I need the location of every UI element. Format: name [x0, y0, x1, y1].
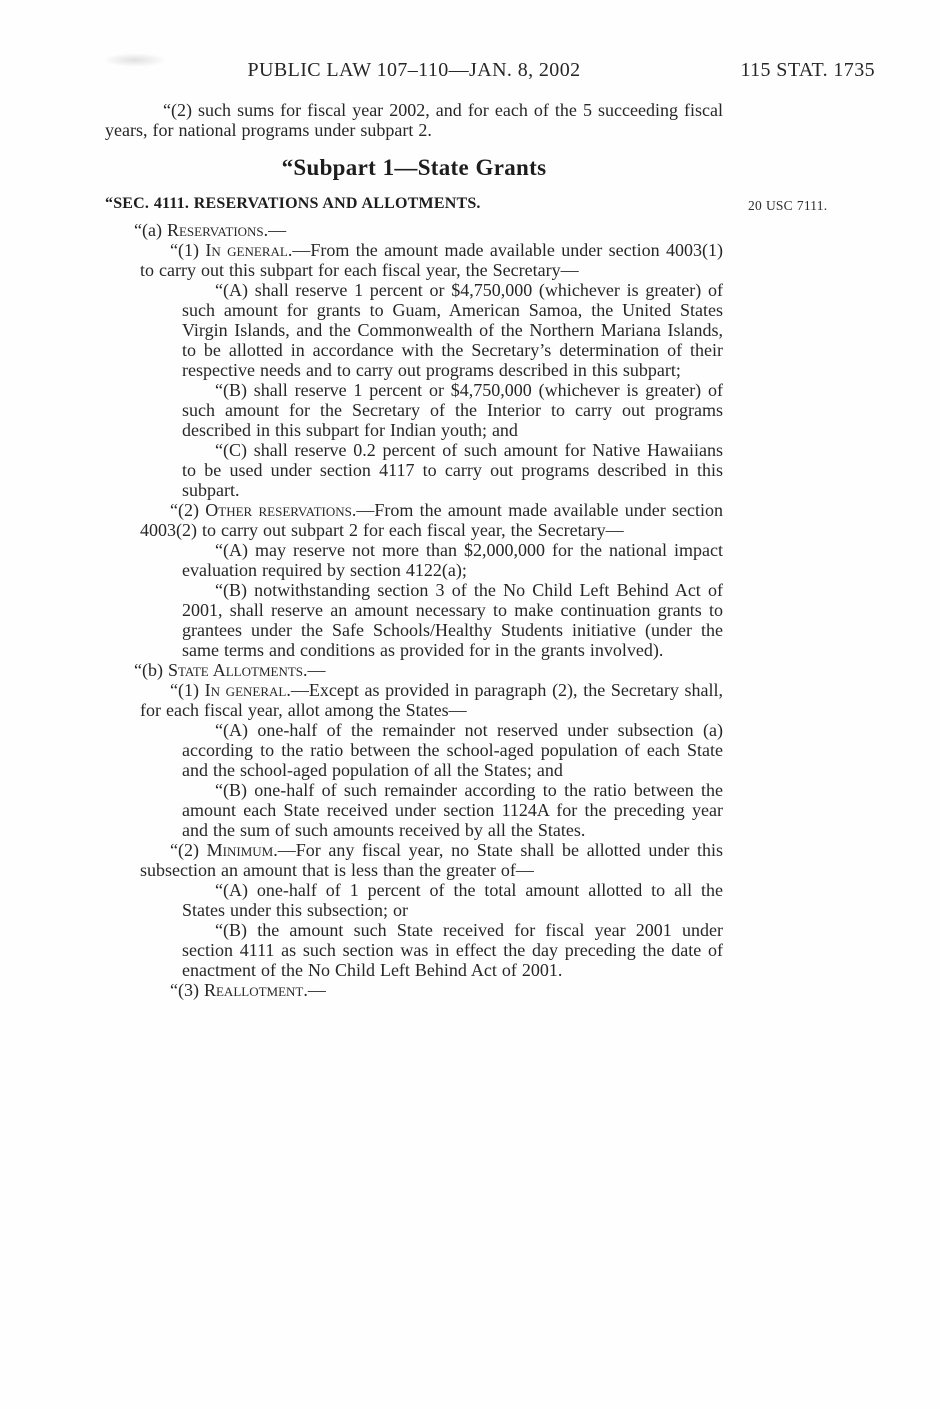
- paragraph-text: .—: [303, 660, 326, 680]
- paragraph-text: .—Except as provided in paragraph (2), the Secretary shall, for each fiscal year, allot among the States—: [140, 680, 723, 720]
- statute-paragraph: [134, 660, 723, 680]
- paragraph-text: .—For any fiscal year, no State shall be allotted under this subsection an amount that is less than the greater of—: [140, 840, 723, 880]
- paragraph-text: “(B) one-half of such remainder according to the ratio between the amount each State received under section 1124A for the preceding year and the sum of such amounts received by all the States.: [182, 780, 723, 840]
- paragraph-text: “(2) such sums for fiscal year 2002, and for each of the 5 succeeding fiscal years, for national programs under subpart 2.: [105, 100, 723, 140]
- paragraph-text: “(B) notwithstanding section 3 of the No Child Left Behind Act of 2001, shall reserve an amount necessary to make continuation grants to grantees under the Safe Schools/Healthy Students initiative (under the same terms and conditions as provided for in the grants involved).: [182, 580, 723, 660]
- statute-paragraph: [182, 580, 723, 660]
- header-law-citation: PUBLIC LAW 107–110—JAN. 8, 2002: [247, 59, 581, 81]
- statute-paragraph: [182, 720, 723, 780]
- small-caps-lead-in: In general: [205, 240, 288, 260]
- statute-text-column: [105, 100, 828, 1000]
- statute-paragraph: [182, 540, 723, 580]
- statute-paragraph: [182, 280, 723, 380]
- statute-paragraph: [134, 220, 723, 240]
- header-stat-page-number: 115 STAT. 1735: [740, 59, 875, 81]
- small-caps-lead-in: In general: [204, 680, 287, 700]
- statute-paragraph: [140, 840, 723, 880]
- paragraph-text: “(A) may reserve not more than $2,000,000 for the national impact evaluation required by section 4122(a);: [182, 540, 723, 580]
- statute-paragraph: [140, 240, 723, 280]
- paragraph-text: “(a): [134, 220, 167, 240]
- small-caps-lead-in: Reservations: [166, 220, 264, 240]
- paragraph-text: .—: [303, 980, 326, 1000]
- small-caps-lead-in: Minimum: [206, 840, 274, 860]
- paragraph-text: “(C) shall reserve 0.2 percent of such amount for Native Hawaiians to be used under section 4117 to carry out programs described in this subpart.: [182, 440, 723, 500]
- statute-paragraph: [140, 680, 723, 720]
- paragraph-text: “(1): [170, 680, 205, 700]
- small-caps-lead-in: State Allotments: [167, 660, 303, 680]
- small-caps-lead-in: Other reservations: [205, 500, 352, 520]
- paragraph-text: “(A) one-half of 1 percent of the total amount allotted to all the States under this subsection; or: [182, 880, 723, 920]
- running-header: [105, 59, 875, 85]
- section-heading-text: “SEC. 4111. RESERVATIONS AND ALLOTMENTS.: [105, 195, 481, 212]
- section-heading: [105, 194, 828, 213]
- usc-citation-margin-note: 20 USC 7111.: [748, 198, 828, 213]
- subpart-heading: “Subpart 1—State Grants: [281, 155, 547, 180]
- statute-paragraph: [182, 920, 723, 980]
- statute-paragraph: [182, 880, 723, 920]
- paragraph-text: “(1): [170, 240, 206, 260]
- statute-paragraph: [140, 500, 723, 540]
- paragraph-text: “(A) one-half of the remainder not reserved under subsection (a) according to the ratio between the school-aged population of each State and the school-aged population of all the States; and: [182, 720, 723, 780]
- paragraph-text: “(A) shall reserve 1 percent or $4,750,000 (whichever is greater) of such amount for grants to Guam, American Samoa, the United States Virgin Islands, and the Commonwealth of the Northern Mariana Islands, to be allotted in accordance with the Secretary’s determination of their respective needs and to carry out programs described in this subpart;: [182, 280, 723, 380]
- paragraph-text: .—: [263, 220, 287, 240]
- statute-paragraph: [105, 100, 723, 140]
- statute-paragraph: [182, 780, 723, 840]
- paragraph-text: “(2): [170, 500, 206, 520]
- paragraph-text: “(B) shall reserve 1 percent or $4,750,000 (whichever is greater) of such amount for the Secretary of the Interior to carry out programs described in this subpart for Indian youth; and: [182, 380, 723, 440]
- paragraph-text: “(2): [170, 840, 207, 860]
- statute-paragraph: [182, 380, 723, 440]
- paragraph-text: .—From the amount made available under section 4003(1) to carry out this subpart for each fiscal year, the Secretary—: [140, 240, 724, 280]
- statute-paragraph: [140, 980, 723, 1000]
- paragraph-text: .—From the amount made available under section 4003(2) to carry out subpart 2 for each fiscal year, the Secretary—: [140, 500, 723, 540]
- paragraph-text: “(3): [170, 980, 204, 1000]
- paragraph-text: “(B) the amount such State received for fiscal year 2001 under section 4111 as such section was in effect the day preceding the date of enactment of the No Child Left Behind Act of 2001.: [182, 920, 723, 980]
- small-caps-lead-in: Reallotment: [203, 980, 304, 1000]
- paragraph-text: “(b): [134, 660, 168, 680]
- statute-paragraph: [182, 440, 723, 500]
